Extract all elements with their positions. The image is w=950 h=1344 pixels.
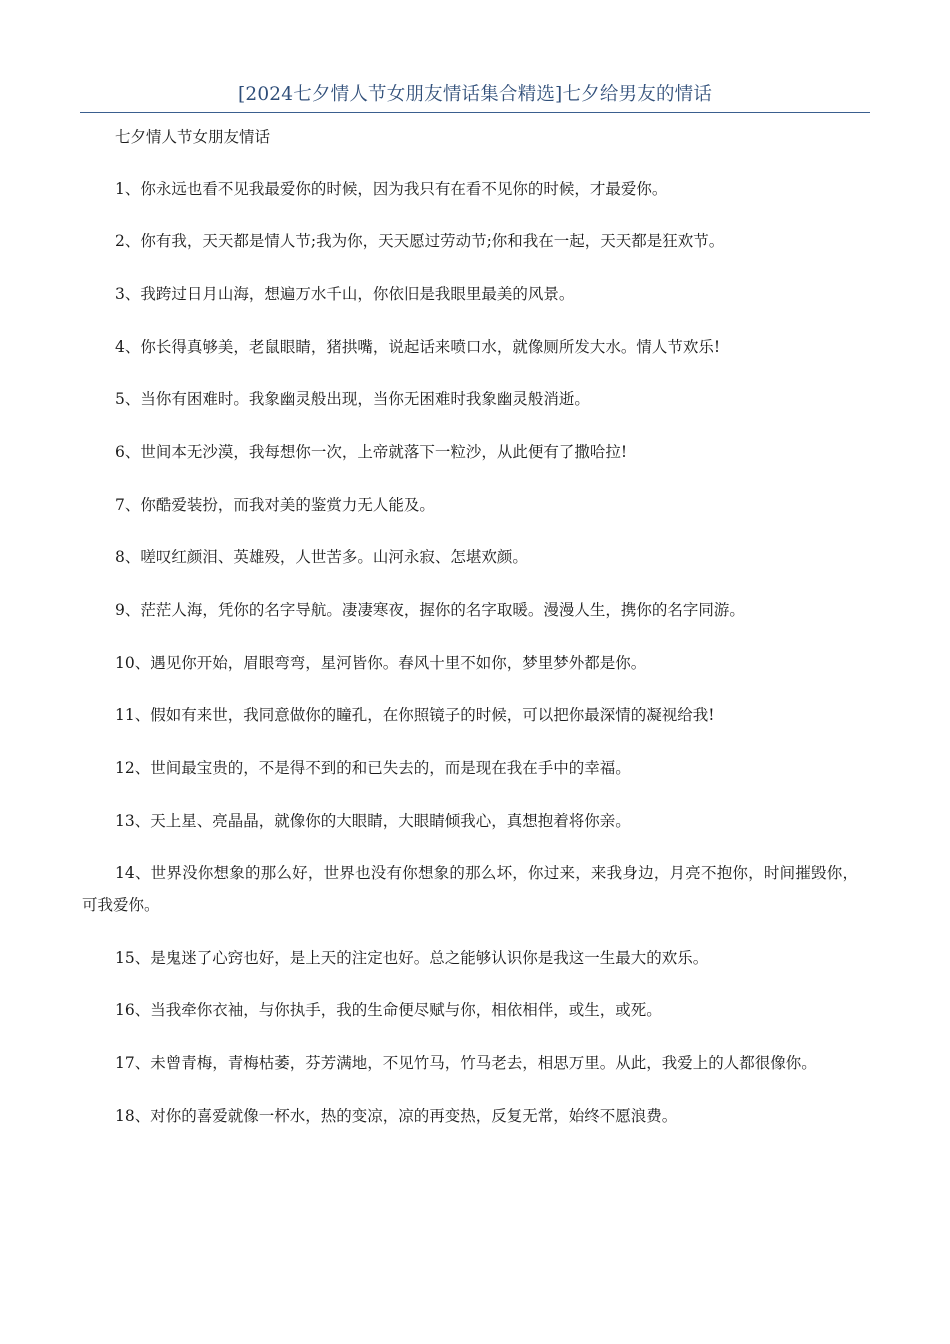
list-item: 2、你有我，天天都是情人节;我为你，天天愿过劳动节;你和我在一起，天天都是狂欢节。 [115,232,725,251]
list-item: 8、嗟叹红颜泪、英雄殁，人世苦多。山河永寂、怎堪欢颜。 [115,548,528,567]
list-item: 15、是鬼迷了心窍也好，是上天的注定也好。总之能够认识你是我这一生最大的欢乐。 [115,948,709,967]
section-heading: 七夕情人节女朋友情话 [115,128,271,146]
list-item: 11、假如有来世，我同意做你的瞳孔，在你照镜子的时候，可以把你最深情的凝视给我! [115,706,715,725]
list-item: 10、遇见你开始，眉眼弯弯，星河皆你。春风十里不如你，梦里梦外都是你。 [115,653,647,672]
list-item: 18、对你的喜爱就像一杯水，热的变凉，凉的再变热，反复无常，始终不愿浪费。 [115,1106,678,1125]
list-item: 1、你永远也看不见我最爱你的时候，因为我只有在看不见你的时候，才最爱你。 [115,179,668,198]
list-item: 7、你酷爱装扮，而我对美的鉴赏力无人能及。 [115,495,435,514]
list-item: 12、世间最宝贵的，不是得不到的和已失去的，而是现在我在手中的幸福。 [115,759,631,778]
list-item: 14、世界没你想象的那么好，世界也没有你想象的那么坏，你过来，来我身边，月亮不抱你，时间摧毁你，可我爱你。 [82,864,858,914]
list-item: 16、当我牵你衣袖，与你执手，我的生命便尽赋与你，相依相伴，或生，或死。 [115,1001,662,1020]
list-item: 13、天上星、亮晶晶，就像你的大眼睛，大眼睛倾我心，真想抱着将你亲。 [115,811,631,830]
list-item: 6、世间本无沙漠，我每想你一次，上帝就落下一粒沙，从此便有了撒哈拉! [115,442,628,461]
list-item: 3、我跨过日月山海，想遍万水千山，你依旧是我眼里最美的风景。 [115,284,575,303]
document-title: [2024七夕情人节女朋友情话集合精选]七夕给男友的情话 [237,84,713,105]
love-quotes-list [82,174,858,1133]
document-body [82,122,858,1153]
list-item: 9、茫茫人海，凭你的名字导航。凄凄寒夜，握你的名字取暖。漫漫人生，携你的名字同游。 [115,601,745,619]
list-item: 17、未曾青梅，青梅枯萎，芬芳满地，不见竹马，竹马老去，相思万里。从此，我爱上的人都很像你。 [115,1054,817,1072]
list-item: 4、你长得真够美，老鼠眼睛，猪拱嘴，说起话来喷口水，就像厕所发大水。情人节欢乐! [115,337,721,356]
list-item: 5、当你有困难时。我象幽灵般出现，当你无困难时我象幽灵般消逝。 [115,390,590,409]
document-header [80,80,870,113]
